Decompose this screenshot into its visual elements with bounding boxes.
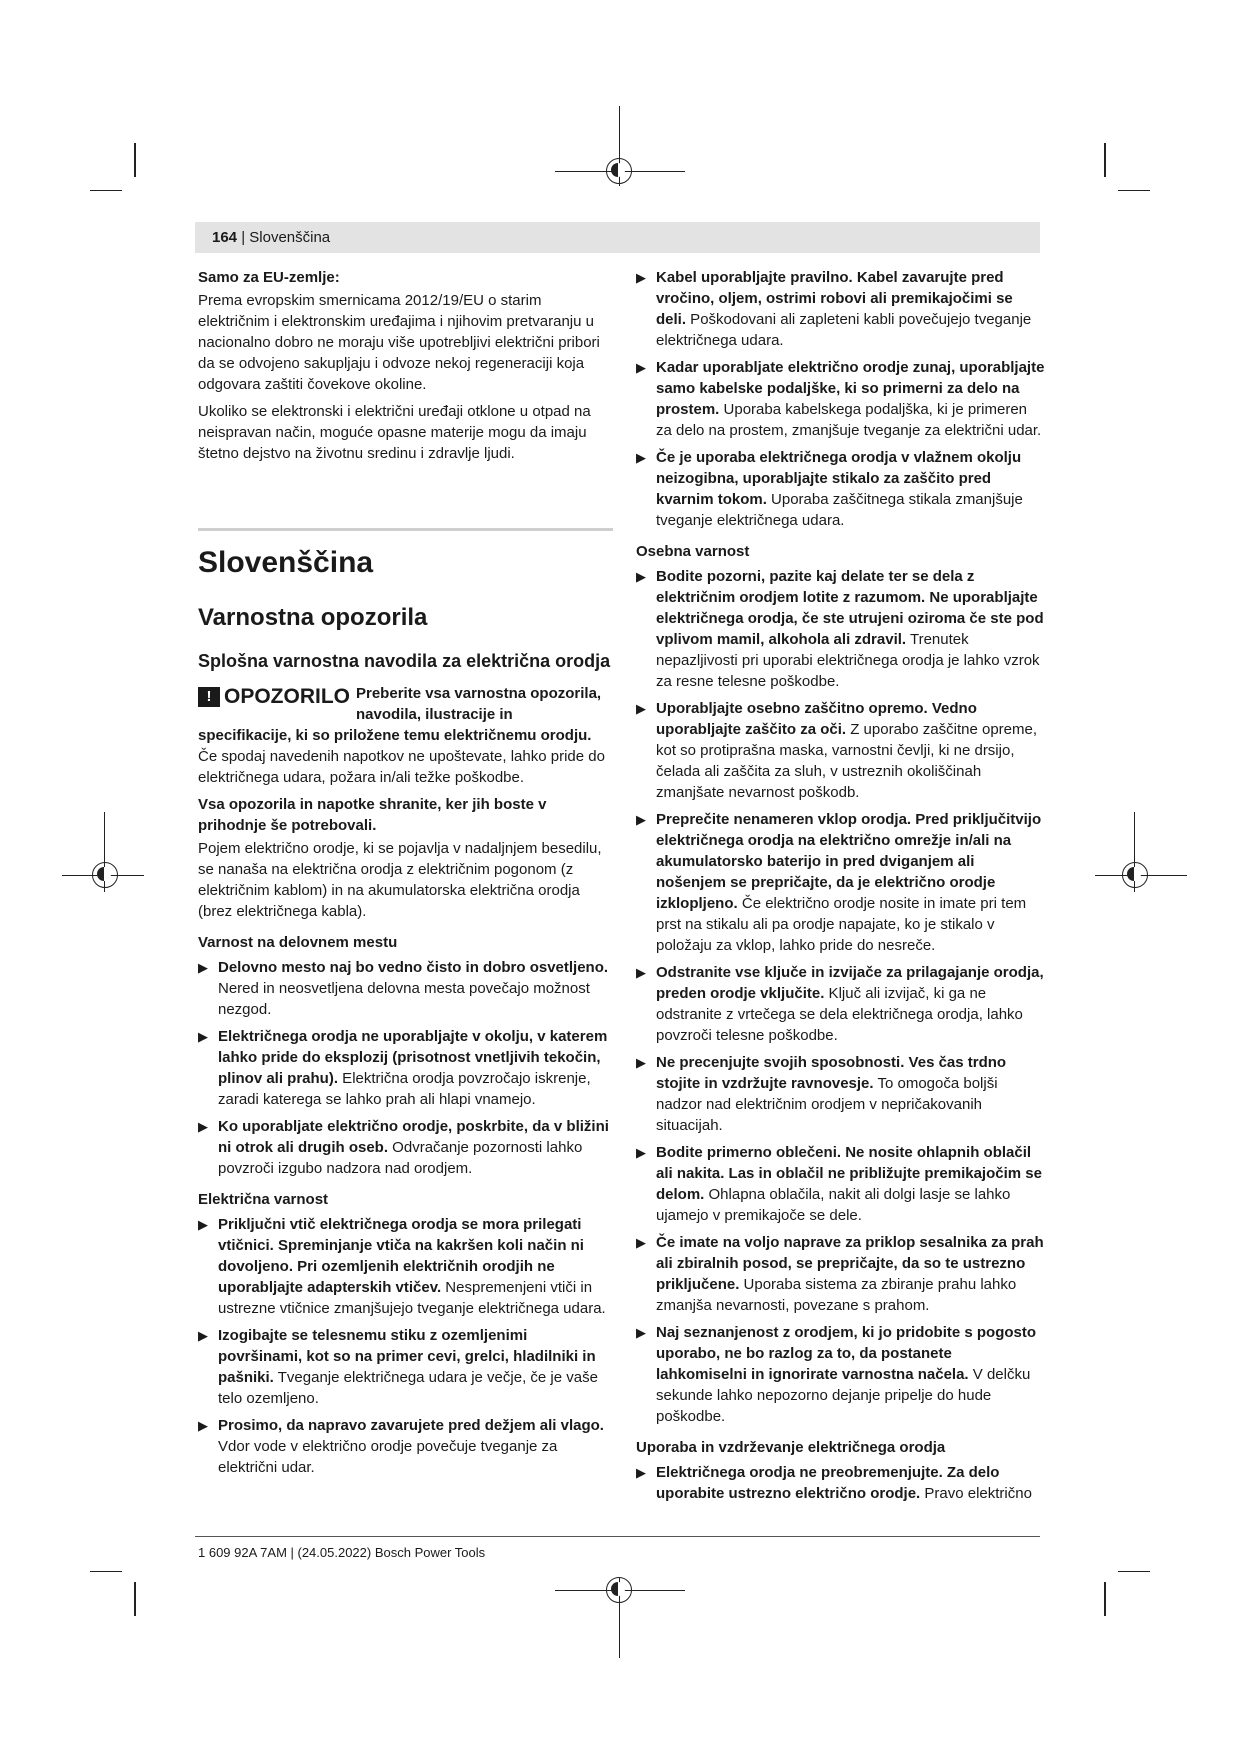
warning-label: [198, 685, 350, 709]
page-footer: 1 609 92A 7AM | (24.05.2022) Bosch Power Tools: [198, 1545, 486, 1560]
list-item: ▶ Ko uporabljate električno orodje, poskrbite, da v bližini ni otrok ali drugih oseb. Odvračanje pozornosti lahko povzroči izgubo nadzora nad orodjem.: [198, 1118, 609, 1177]
list-item: ▶ Izogibajte se telesnemu stiku z ozemljenimi površinami, kot so na primer cevi, grelci, hladilniki in pašniki. Tveganje električnega udara je večje, če je vaše telo ozemljeno.: [198, 1327, 598, 1407]
section-heading: Splošna varnostna navodila za električna orodja: [198, 651, 611, 671]
registration-mark: [92, 862, 118, 888]
bullet-arrow-icon: ▶: [636, 360, 646, 375]
registration-mark: [606, 1577, 632, 1603]
crop-mark: [134, 1582, 136, 1616]
section-subtitle: Varnostna opozorila: [198, 604, 428, 631]
crop-mark: [1104, 143, 1106, 177]
warning-block: [198, 683, 613, 725]
bullet-arrow-icon: ▶: [636, 812, 646, 827]
right-column: [636, 267, 1046, 1510]
list-item: ▶ Kadar uporabljate električno orodje zunaj, uporabljajte samo kabelske podaljške, ki so primerni za delo na prostem. Uporaba kabelskega podaljška, ki je primeren za delo na prostem, zmanjšuje tveganje za električni udar.: [636, 359, 1045, 439]
list-item: ▶ Odstranite vse ključe in izvijače za prilagajanje orodja, preden orodje vključite. Ključ ali izvijač, ki ga ne odstranite z vrtečega se dela električnega orodja, lahko povzroči telesne poškodbe.: [636, 964, 1044, 1044]
list-item: ▶ Prosimo, da napravo zavarujete pred dežjem ali vlago. Vdor vode v električno orodje povečuje tveganje za električni udar.: [198, 1417, 604, 1476]
bullet-arrow-icon: ▶: [636, 1325, 646, 1340]
bullet-arrow-icon: ▶: [198, 1328, 208, 1343]
section-divider: [198, 528, 613, 531]
bullet-arrow-icon: ▶: [636, 569, 646, 584]
electrical-safety-heading: Električna varnost: [198, 1191, 329, 1208]
warning-label-text: OPOZORILO: [224, 685, 350, 708]
bullet-arrow-icon: ▶: [636, 270, 646, 285]
list-item: ▶ Če imate na voljo naprave za priklop sesalnika za prah ali zbiralnih posod, se prepričajte, da so te ustrezno priključene. Uporaba sistema za zbiranje prahu lahko zmanjša nevarnosti, povezane s prahom.: [636, 1234, 1044, 1314]
personal-safety-heading: Osebna varnost: [636, 543, 750, 560]
header-separator: |: [237, 229, 250, 246]
warning-continued: specifikacije, ki so priložene temu električnemu orodju.: [198, 727, 592, 744]
work-safety-heading: Varnost na delovnem mestu: [198, 934, 398, 951]
warning-text: Če spodaj navedenih napotkov ne upoštevate, lahko pride do električnega udara, požara in/ali težke poškodbe.: [198, 748, 605, 786]
list-item: ▶ Priključni vtič električnega orodja se mora prilegati vtičnici. Spreminjanje vtiča na kakršen koli način ni dovoljeno. Pri ozemljenih električnih orodjih ne uporabljajte adapterskih vtičev. Nespremenjeni vtiči in ustrezne vtičnice zmanjšujejo tveganje električnega udara.: [198, 1216, 606, 1317]
list-item: ▶ Bodite pozorni, pazite kaj delate ter se dela z električnim orodjem lotite z razumom. Ne uporabljajte električnega orodja, če ste utrujeni oziroma če ste pod vplivom mamil, alkohola ali zdravil. Trenutek nepazljivosti pri uporabi električnega orodja je lahko vzrok za resne telesne poškodbe.: [636, 568, 1044, 690]
tool-use-heading: Uporaba in vzdrževanje električnega orodja: [636, 1439, 946, 1456]
bullet-arrow-icon: ▶: [636, 1055, 646, 1070]
bullet-arrow-icon: ▶: [198, 1418, 208, 1433]
crop-mark: [90, 190, 122, 191]
bullet-arrow-icon: ▶: [636, 1465, 646, 1480]
term-definition: Pojem električno orodje, ki se pojavlja v nadaljnjem besedilu, se nanaša na električna orodja z električnim pogonom (z električnim kablom) in na akumulatorska električna orodja (brez električnega kabla).: [198, 840, 602, 920]
bullet-arrow-icon: ▶: [198, 1119, 208, 1134]
page-number: 164: [212, 229, 238, 246]
list-item: ▶ Uporabljajte osebno zaščitno opremo. Vedno uporabljajte zaščito za oči. Z uporabo zaščitne opreme, kot so protiprašna maska, varnostni čevlji, ki ne drsijo, čelada ali zaščita za sluh, v ustreznih okoliščinah zmanjšate nevarnost poškodb.: [636, 700, 1037, 801]
bullet-arrow-icon: ▶: [636, 965, 646, 980]
list-item: ▶ Električnega orodja ne uporabljajte v okolju, v katerem lahko pride do eksplozij (prisotnost vnetljivih tekočin, plinov ali prahu). Električna orodja povzročajo iskrenje, zaradi katerega se lahko prah ali hlapi vnamejo.: [198, 1028, 608, 1108]
eu-heading: Samo za EU-zemlje:: [198, 269, 340, 286]
warning-triangle-icon: [198, 687, 220, 707]
bullet-arrow-icon: ▶: [198, 960, 208, 975]
list-item: ▶ Preprečite nenameren vklop orodja. Pred priključitvijo električnega orodja na električno omrežje in/ali na akumulatorsko baterijo in pred dviganjem ali nošenjem se prepričajte, da je električno orodje izklopljeno. Če električno orodje nosite in imate pri tem prst na stikalu ali pa orodje napajate, ko je stikalo v položaju za vklop, lahko pride do nesreče.: [636, 811, 1042, 954]
bullet-arrow-icon: ▶: [636, 450, 646, 465]
list-item: ▶ Delovno mesto naj bo vedno čisto in dobro osvetljeno. Nered in neosvetljena delovna mesta povečajo možnost nezgod.: [198, 959, 609, 1018]
bullet-arrow-icon: ▶: [636, 701, 646, 716]
page-header: [212, 229, 330, 247]
bullet-arrow-icon: ▶: [636, 1235, 646, 1250]
warning-intro: Preberite vsa varnostna opozorila, navodila, ilustracije in: [356, 685, 602, 723]
keep-instructions: Vsa opozorila in napotke shranite, ker jih boste v prihodnje še potrebovali.: [198, 796, 547, 834]
crop-mark: [1104, 1582, 1106, 1616]
eu-paragraph-2: Ukoliko se elektronski i električni uređaji otklone u otpad na neispravan način, moguće opasne materije mogu da imaju štetno dejstvo na životnu sredinu i zdravlje ljudi.: [198, 403, 591, 462]
crop-mark: [90, 1571, 122, 1572]
registration-mark: [1122, 862, 1148, 888]
list-item: ▶ Bodite primerno oblečeni. Ne nosite ohlapnih oblačil ali nakita. Las in oblačil ne približujte premikajočim se delom. Ohlapna oblačila, nakit ali dolgi lasje se lahko ujamejo v premikajoče se dele.: [636, 1144, 1042, 1224]
list-item: ▶ Naj seznanjenost z orodjem, ki jo pridobite s pogosto uporabo, ne bo razlog za to, da postanete lahkomiselni in ignorirate varnostna načela. V delčku sekunde lahko nepozorno dejanje pripelje do hude poškodbe.: [636, 1324, 1037, 1425]
bullet-arrow-icon: ▶: [198, 1029, 208, 1044]
crop-mark: [1118, 1571, 1150, 1572]
footer-divider: [195, 1536, 1040, 1537]
list-item: ▶ Ne precenjujte svojih sposobnosti. Ves čas trdno stojite in vzdržujte ravnovesje. To omogoča boljši nadzor nad električnim orodjem v nepričakovanih situacijah.: [636, 1054, 1007, 1134]
list-item: ▶ Kabel uporabljajte pravilno. Kabel zavarujte pred vročino, oljem, ostrimi robovi ali premikajočimi se deli. Poškodovani ali zapleteni kabli povečujejo tveganje električnega udara.: [636, 269, 1032, 349]
registration-mark: [606, 158, 632, 184]
bullet-arrow-icon: ▶: [636, 1145, 646, 1160]
crop-mark: [134, 143, 136, 177]
list-item: ▶ Če je uporaba električnega orodja v vlažnem okolju neizogibna, uporabljajte stikalo za zaščito pred kvarnim tokom. Uporaba zaščitnega stikala zmanjšuje tveganje električnega udara.: [636, 449, 1023, 529]
eu-paragraph-1: Prema evropskim smernicama 2012/19/EU o starim električnim i elektronskim uređajima i njihovim pretvaranju u nacionalno dobro ne moraju više upotrebljivi električni pribori da se odvojeno sakupljaju i odvoze nekoj regeneraciji koja odgovara zaštiti čovekove okoline.: [198, 292, 600, 393]
bullet-arrow-icon: ▶: [198, 1217, 208, 1232]
list-item: ▶ Električnega orodja ne preobremenjujte. Za delo uporabite ustrezno električno orodje. Pravo električno: [636, 1464, 1032, 1502]
section-title: Slovenščina: [198, 546, 374, 579]
header-language: Slovenščina: [249, 229, 331, 246]
crop-mark: [1118, 190, 1150, 191]
left-column: [198, 267, 613, 1484]
